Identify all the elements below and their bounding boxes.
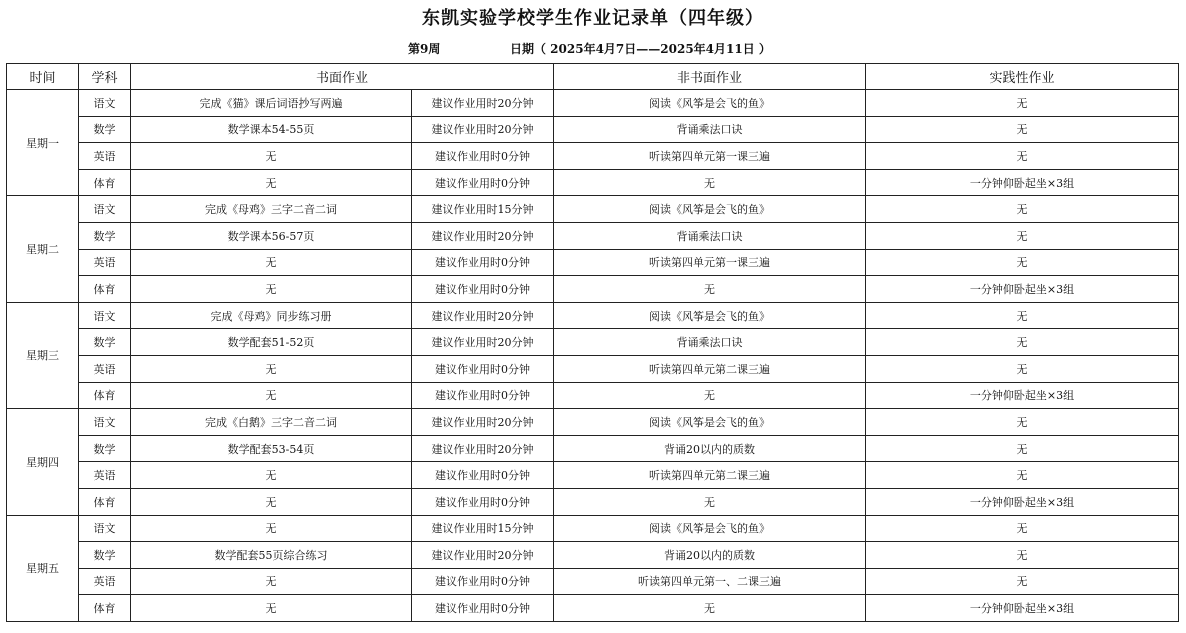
page-title: 东凯实验学校学生作业记录单（四年级） (422, 8, 764, 29)
day-cell: 星期一 (7, 90, 79, 196)
table-row (7, 169, 1179, 196)
table-body (7, 90, 1179, 622)
nonwritten-homework-cell: 背诵乘法口诀 (554, 222, 866, 249)
suggested-time-cell: 建议作业用时20分钟 (412, 435, 554, 462)
written-homework-cell: 数学配套53-54页 (131, 435, 412, 462)
practice-homework-cell: 无 (866, 329, 1179, 356)
header-subject: 学科 (79, 64, 131, 90)
practice-homework-cell: 无 (866, 116, 1179, 143)
written-homework-cell: 数学课本56-57页 (131, 222, 412, 249)
header-nonwritten: 非书面作业 (554, 64, 866, 90)
written-homework-cell: 无 (131, 568, 412, 595)
written-homework-cell: 无 (131, 382, 412, 409)
week-label: 第9周 (408, 42, 441, 56)
header-time: 时间 (7, 64, 79, 90)
written-homework-cell: 无 (131, 276, 412, 303)
practice-homework-cell: 无 (866, 222, 1179, 249)
written-homework-cell: 数学配套51-52页 (131, 329, 412, 356)
written-homework-cell: 无 (131, 515, 412, 542)
written-homework-cell: 无 (131, 169, 412, 196)
subject-cell: 语文 (79, 302, 131, 329)
table-row (7, 595, 1179, 622)
practice-homework-cell: 一分钟仰卧起坐×3组 (866, 169, 1179, 196)
suggested-time-cell: 建议作业用时0分钟 (412, 276, 554, 303)
subject-cell: 英语 (79, 249, 131, 276)
subject-cell: 数学 (79, 329, 131, 356)
practice-homework-cell: 无 (866, 542, 1179, 569)
subject-cell: 语文 (79, 196, 131, 223)
week-date-line (0, 40, 1186, 56)
subject-cell: 英语 (79, 462, 131, 489)
suggested-time-cell: 建议作业用时20分钟 (412, 90, 554, 117)
nonwritten-homework-cell: 听读第四单元第一课三遍 (554, 249, 866, 276)
suggested-time-cell: 建议作业用时0分钟 (412, 143, 554, 170)
practice-homework-cell: 无 (866, 409, 1179, 436)
subject-cell: 语文 (79, 515, 131, 542)
nonwritten-homework-cell: 无 (554, 488, 866, 515)
suggested-time-cell: 建议作业用时20分钟 (412, 409, 554, 436)
subject-cell: 体育 (79, 169, 131, 196)
table-row (7, 116, 1179, 143)
suggested-time-cell: 建议作业用时20分钟 (412, 116, 554, 143)
nonwritten-homework-cell: 无 (554, 276, 866, 303)
practice-homework-cell: 无 (866, 462, 1179, 489)
written-homework-cell: 完成《白鹅》三字二音二词 (131, 409, 412, 436)
suggested-time-cell: 建议作业用时0分钟 (412, 355, 554, 382)
suggested-time-cell: 建议作业用时20分钟 (412, 329, 554, 356)
nonwritten-homework-cell: 无 (554, 595, 866, 622)
table-row (7, 488, 1179, 515)
suggested-time-cell: 建议作业用时0分钟 (412, 382, 554, 409)
day-cell: 星期五 (7, 515, 79, 621)
practice-homework-cell: 无 (866, 249, 1179, 276)
table-row (7, 542, 1179, 569)
table-row (7, 355, 1179, 382)
subject-cell: 数学 (79, 222, 131, 249)
practice-homework-cell: 一分钟仰卧起坐×3组 (866, 488, 1179, 515)
subject-cell: 体育 (79, 595, 131, 622)
written-homework-cell: 完成《母鸡》三字二音二词 (131, 196, 412, 223)
nonwritten-homework-cell: 听读第四单元第二课三遍 (554, 462, 866, 489)
nonwritten-homework-cell: 背诵20以内的质数 (554, 435, 866, 462)
table-row (7, 90, 1179, 117)
subject-cell: 语文 (79, 90, 131, 117)
written-homework-cell: 无 (131, 488, 412, 515)
practice-homework-cell: 一分钟仰卧起坐×3组 (866, 595, 1179, 622)
suggested-time-cell: 建议作业用时0分钟 (412, 595, 554, 622)
suggested-time-cell: 建议作业用时0分钟 (412, 568, 554, 595)
nonwritten-homework-cell: 无 (554, 382, 866, 409)
written-homework-cell: 无 (131, 595, 412, 622)
table-row (7, 302, 1179, 329)
subject-cell: 体育 (79, 276, 131, 303)
practice-homework-cell: 无 (866, 90, 1179, 117)
nonwritten-homework-cell: 无 (554, 169, 866, 196)
practice-homework-cell: 一分钟仰卧起坐×3组 (866, 382, 1179, 409)
nonwritten-homework-cell: 阅读《风筝是会飞的鱼》 (554, 196, 866, 223)
written-homework-cell: 完成《母鸡》同步练习册 (131, 302, 412, 329)
practice-homework-cell: 无 (866, 355, 1179, 382)
practice-homework-cell: 无 (866, 302, 1179, 329)
practice-homework-cell: 无 (866, 515, 1179, 542)
subject-cell: 数学 (79, 116, 131, 143)
header-practice: 实践性作业 (866, 64, 1179, 90)
suggested-time-cell: 建议作业用时20分钟 (412, 222, 554, 249)
table-row (7, 196, 1179, 223)
header-written: 书面作业 (131, 64, 554, 90)
table-row (7, 222, 1179, 249)
written-homework-cell: 无 (131, 143, 412, 170)
table-row (7, 329, 1179, 356)
table-row (7, 409, 1179, 436)
suggested-time-cell: 建议作业用时0分钟 (412, 462, 554, 489)
header-row (7, 64, 1179, 90)
table-row (7, 276, 1179, 303)
suggested-time-cell: 建议作业用时20分钟 (412, 542, 554, 569)
practice-homework-cell: 无 (866, 143, 1179, 170)
nonwritten-homework-cell: 听读第四单元第一、二课三遍 (554, 568, 866, 595)
practice-homework-cell: 无 (866, 196, 1179, 223)
practice-homework-cell: 一分钟仰卧起坐×3组 (866, 276, 1179, 303)
suggested-time-cell: 建议作业用时15分钟 (412, 196, 554, 223)
suggested-time-cell: 建议作业用时0分钟 (412, 488, 554, 515)
suggested-time-cell: 建议作业用时15分钟 (412, 515, 554, 542)
day-cell: 星期三 (7, 302, 79, 408)
nonwritten-homework-cell: 阅读《风筝是会飞的鱼》 (554, 90, 866, 117)
nonwritten-homework-cell: 听读第四单元第一课三遍 (554, 143, 866, 170)
day-cell: 星期四 (7, 409, 79, 515)
table-row (7, 143, 1179, 170)
table-row (7, 382, 1179, 409)
written-homework-cell: 数学配套55页综合练习 (131, 542, 412, 569)
subject-cell: 英语 (79, 143, 131, 170)
suggested-time-cell: 建议作业用时20分钟 (412, 302, 554, 329)
table-row (7, 462, 1179, 489)
practice-homework-cell: 无 (866, 435, 1179, 462)
subject-cell: 数学 (79, 542, 131, 569)
nonwritten-homework-cell: 阅读《风筝是会飞的鱼》 (554, 409, 866, 436)
practice-homework-cell: 无 (866, 568, 1179, 595)
subject-cell: 英语 (79, 355, 131, 382)
table-row (7, 435, 1179, 462)
nonwritten-homework-cell: 阅读《风筝是会飞的鱼》 (554, 302, 866, 329)
day-cell: 星期二 (7, 196, 79, 302)
subject-cell: 体育 (79, 488, 131, 515)
table-row (7, 249, 1179, 276)
nonwritten-homework-cell: 阅读《风筝是会飞的鱼》 (554, 515, 866, 542)
subject-cell: 体育 (79, 382, 131, 409)
written-homework-cell: 无 (131, 462, 412, 489)
homework-table (6, 63, 1179, 622)
subject-cell: 数学 (79, 435, 131, 462)
suggested-time-cell: 建议作业用时0分钟 (412, 249, 554, 276)
nonwritten-homework-cell: 背诵乘法口诀 (554, 116, 866, 143)
written-homework-cell: 完成《猫》课后词语抄写两遍 (131, 90, 412, 117)
suggested-time-cell: 建议作业用时0分钟 (412, 169, 554, 196)
nonwritten-homework-cell: 听读第四单元第二课三遍 (554, 355, 866, 382)
written-homework-cell: 数学课本54-55页 (131, 116, 412, 143)
subject-cell: 英语 (79, 568, 131, 595)
subject-cell: 语文 (79, 409, 131, 436)
nonwritten-homework-cell: 背诵20以内的质数 (554, 542, 866, 569)
written-homework-cell: 无 (131, 249, 412, 276)
table-row (7, 515, 1179, 542)
written-homework-cell: 无 (131, 355, 412, 382)
date-range: 日期（ 2025年4月7日——2025年4月11日 ） (510, 42, 771, 56)
table-row (7, 568, 1179, 595)
nonwritten-homework-cell: 背诵乘法口诀 (554, 329, 866, 356)
